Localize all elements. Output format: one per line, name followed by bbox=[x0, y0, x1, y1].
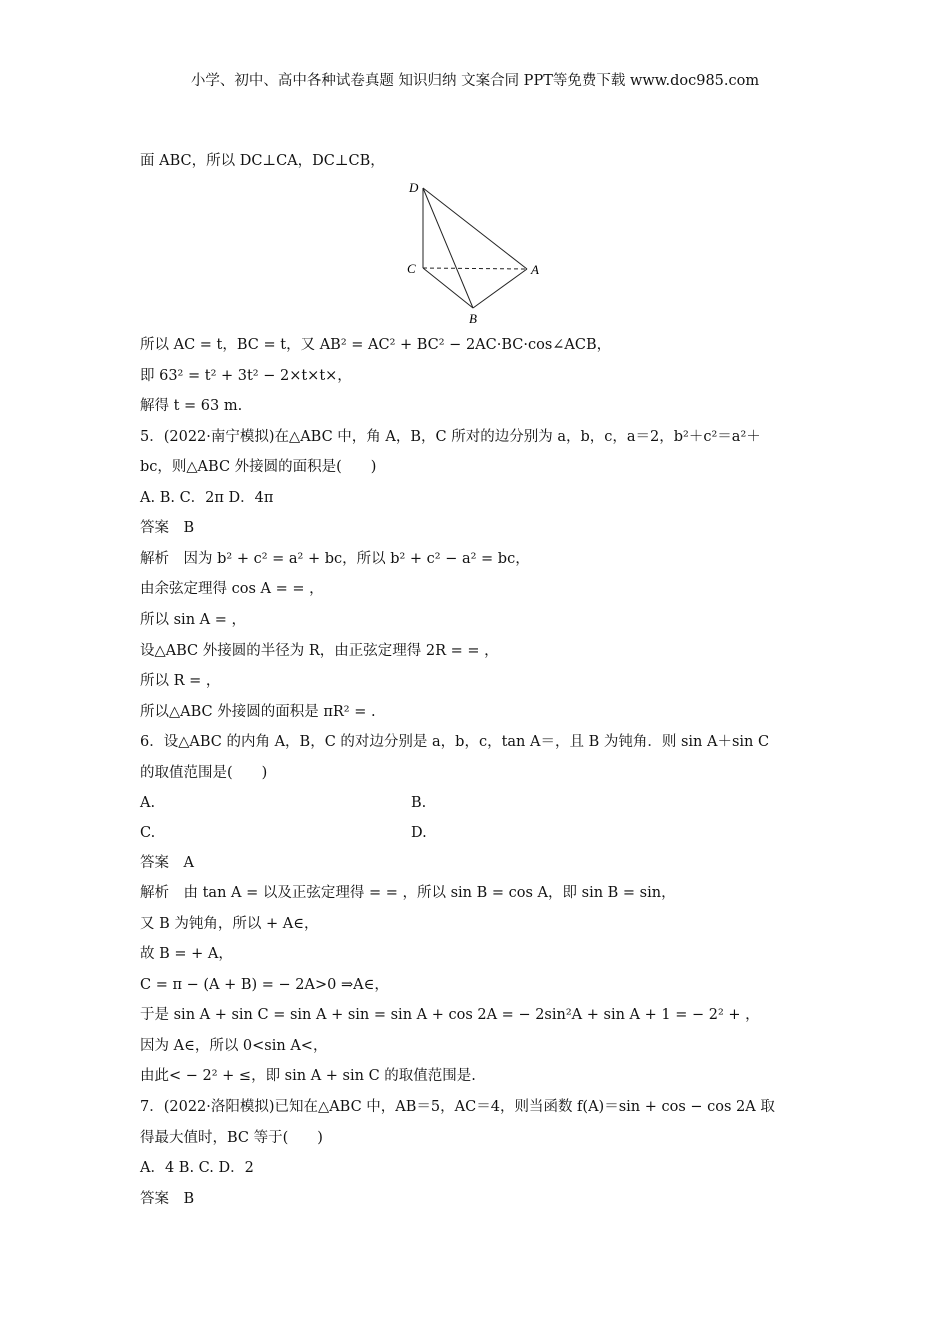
label-b: B bbox=[469, 311, 477, 326]
label-d: D bbox=[409, 180, 419, 195]
text-line: 所以 R = ， bbox=[140, 673, 221, 690]
option-c: C. bbox=[140, 824, 156, 841]
tetrahedron-diagram bbox=[0, 0, 950, 340]
text-line: A．4 B. C. D．2 bbox=[140, 1160, 254, 1177]
text-line: A. B. C．2π D．4π bbox=[140, 489, 274, 506]
text-line: 因为 A∈，所以 0<sin A<， bbox=[140, 1037, 328, 1054]
edge-da bbox=[423, 188, 527, 269]
text-line: bc，则△ABC 外接圆的面积是( ) bbox=[140, 459, 377, 476]
option-b: B. bbox=[411, 795, 427, 812]
text-line: 又 B 为钝角，所以 + A∈， bbox=[140, 915, 319, 932]
text-line: 的取值范围是( ) bbox=[140, 764, 268, 781]
page-header: 小学、初中、高中各种试卷真题 知识归纳 文案合同 PPT等免费下载 www.doc985.com bbox=[190, 73, 760, 89]
text-line: 于是 sin A + sin C = sin A + sin = sin A + cos 2A = − 2sin²A + sin A + 1 = − 2² + ， bbox=[140, 1007, 760, 1024]
option-a: A. bbox=[140, 795, 156, 812]
text-line: 由余弦定理得 cos A = = ， bbox=[140, 581, 324, 598]
text-line: 答案 A bbox=[140, 854, 194, 871]
text-line: 设△ABC 外接圆的半径为 R，由正弦定理得 2R = = ， bbox=[140, 642, 499, 659]
edge-ca-hidden bbox=[423, 268, 527, 269]
text-line: 所以△ABC 外接圆的面积是 πR² = . bbox=[140, 703, 376, 720]
edge-db bbox=[423, 188, 473, 308]
text-line: 面 ABC，所以 DC⊥CA，DC⊥CB， bbox=[140, 153, 385, 169]
edge-ba bbox=[473, 269, 527, 308]
text-line: 6．设△ABC 的内角 A，B，C 的对边分别是 a，b，c，tan A＝，且 B 为钝角．则 sin A＋sin C bbox=[140, 734, 770, 751]
text-line: 故 B = + A， bbox=[140, 946, 233, 963]
text-line: 得最大值时，BC 等于( ) bbox=[140, 1129, 323, 1146]
text-line: 解析 由 tan A = 以及正弦定理得 = = ，所以 sin B = cos A，即 sin B = sin， bbox=[140, 885, 676, 902]
text-line: 即 63² = t² + 3t² − 2×t×t×， bbox=[140, 367, 352, 384]
label-c: C bbox=[407, 261, 416, 276]
text-line: 解得 t = 63 m. bbox=[140, 398, 243, 415]
text-line: C = π − (A + B) = − 2A>0 ⇒A∈， bbox=[140, 976, 389, 993]
text-line: 由此< − 2² + ≤，即 sin A + sin C 的取值范围是. bbox=[140, 1068, 476, 1085]
option-d: D. bbox=[411, 824, 427, 841]
text-line: 5．(2022·南宁模拟)在△ABC 中，角 A，B，C 所对的边分别为 a，b，c，a＝2，b²＋c²＝a²＋ bbox=[140, 428, 761, 445]
text-line: 所以 AC = t，BC = t，又 AB² = AC² + BC² − 2AC·BC·cos∠ACB， bbox=[140, 337, 612, 353]
text-line: 答案 B bbox=[140, 1190, 195, 1207]
text-line: 所以 sin A = ， bbox=[140, 611, 246, 628]
edge-cb bbox=[423, 268, 473, 308]
label-a: A bbox=[531, 262, 539, 277]
text-line: 解析 因为 b² + c² = a² + bc，所以 b² + c² − a² = bc， bbox=[140, 550, 530, 567]
text-line: 答案 B bbox=[140, 520, 195, 537]
text-line: 7．(2022·洛阳模拟)已知在△ABC 中，AB＝5，AC＝4，则当函数 f(A)＝sin + cos − cos 2A 取 bbox=[140, 1098, 775, 1115]
